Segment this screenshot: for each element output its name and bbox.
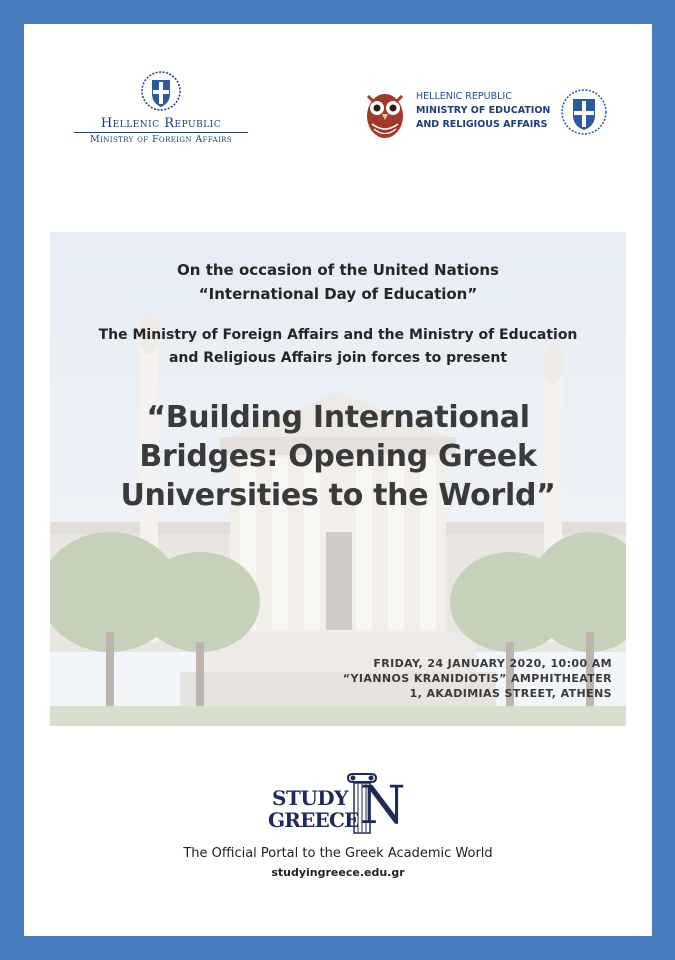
mfa-line2: Ministry of Foreign Affairs bbox=[89, 134, 233, 145]
greek-coat-of-arms-icon bbox=[560, 86, 608, 138]
mfa-logo bbox=[66, 70, 256, 146]
moe-text bbox=[416, 90, 550, 132]
presents-text: The Ministry of Foreign Affairs and the Ministry of Education and Religious Affairs join forces to present bbox=[98, 327, 578, 366]
mfa-divider bbox=[74, 132, 248, 133]
brand-letter-n: N bbox=[360, 776, 406, 836]
poster-page bbox=[24, 24, 652, 936]
occasion-text: On the occasion of the United Nations “International Day of Education” bbox=[177, 261, 499, 303]
brand-study: STUDY bbox=[272, 786, 348, 810]
moe-line3: AND RELIGIOUS AFFAIRS bbox=[416, 119, 548, 130]
event-date: FRIDAY, 24 JANUARY 2020, 10:00 AM bbox=[373, 657, 612, 670]
owl-icon bbox=[360, 88, 410, 140]
moe-line1: HELLENIC REPUBLIC bbox=[416, 91, 512, 102]
brand-greece: GREECE bbox=[268, 808, 359, 832]
moe-logo bbox=[360, 86, 620, 146]
greek-coat-of-arms-icon bbox=[141, 70, 181, 112]
mfa-line1: Hellenic Republic bbox=[100, 116, 222, 131]
portal-tagline: The Official Portal to the Greek Academic World bbox=[183, 846, 493, 861]
event-venue: “YIANNOS KRANIDIOTIS” AMPHITHEATER bbox=[342, 672, 612, 685]
moe-line2: MINISTRY OF EDUCATION bbox=[416, 105, 551, 116]
event-details bbox=[343, 656, 612, 701]
study-in-greece-logo bbox=[268, 772, 408, 842]
academy-photo-panel bbox=[50, 232, 626, 726]
portal-url[interactable]: studyingreece.edu.gr bbox=[271, 866, 405, 879]
event-title: “Building International Bridges: Opening Greek Universities to the World” bbox=[120, 400, 556, 513]
event-address: 1, AKADIMIAS STREET, ATHENS bbox=[409, 687, 612, 700]
